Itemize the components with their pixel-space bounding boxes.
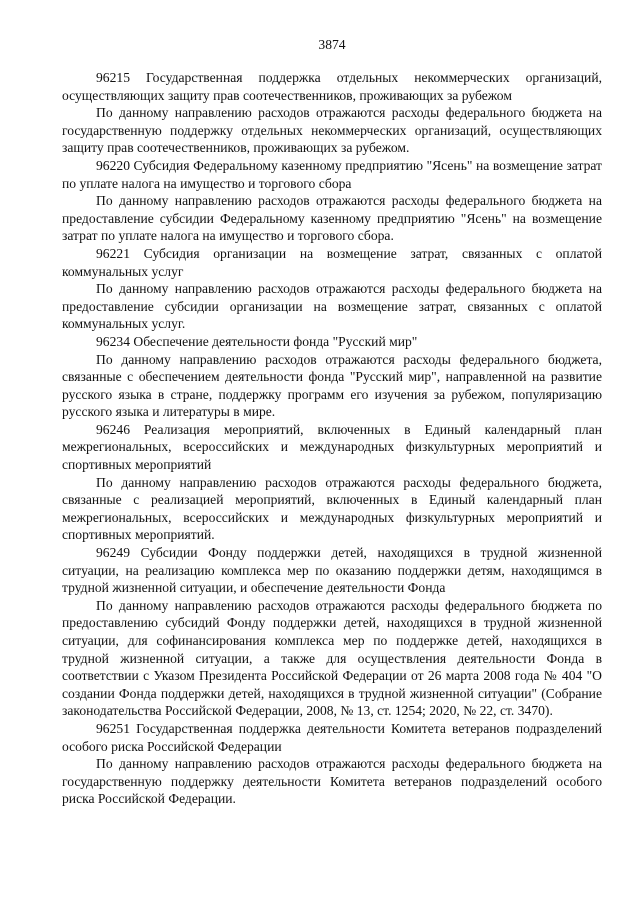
section-heading-96251: 96251 Государственная поддержка деятельности Комитета ветеранов подразделений особого риска Российской Федерации xyxy=(62,720,602,754)
section-heading-96249: 96249 Субсидии Фонду поддержки детей, находящихся в трудной жизненной ситуации, на реализацию комплекса мер по оказанию поддержки детям, находящимся в трудной жизненной ситуации, и обеспечение деятельности Фонда xyxy=(62,545,602,596)
document-body xyxy=(62,69,602,808)
section-text-96234: По данному направлению расходов отражаются расходы федерального бюджета, связанные с обеспечением деятельности фонда "Русский мир", направленной на развитие русского языка в стране, поддержку программ его изучения за рубежом, популяризацию русского языка и литературы в мире. xyxy=(62,351,602,420)
section-text-96215: По данному направлению расходов отражаются расходы федерального бюджета на государственную поддержку отдельных некоммерческих организаций, осуществляющих защиту прав соотечественников, проживающих за рубежом. xyxy=(62,105,602,156)
section-text-96221: По данному направлению расходов отражаются расходы федерального бюджета на предоставление субсидии организации на возмещение затрат, связанных с оплатой коммунальных услуг. xyxy=(62,281,602,332)
section-heading-96221: 96221 Субсидия организации на возмещение затрат, связанных с оплатой коммунальных услуг xyxy=(62,245,602,279)
section-heading-96215: 96215 Государственная поддержка отдельных некоммерческих организаций, осуществляющих защиту прав соотечественников, проживающих за рубежом xyxy=(62,70,602,103)
page-number: 3874 xyxy=(318,37,346,52)
section-heading-96220: 96220 Субсидия Федеральному казенному предприятию "Ясень" на возмещение затрат по уплате налога на имущество и торгового сбора xyxy=(62,157,602,191)
section-text-96246: По данному направлению расходов отражаются расходы федерального бюджета, связанные с реализацией мероприятий, включенных в Единый календарный план межрегиональных, всероссийских и международных физкультурных мероприятий и спортивных мероприятий. xyxy=(62,474,602,543)
section-text-96249: По данному направлению расходов отражаются расходы федерального бюджета по предоставлению субсидий Фонду поддержки детей, находящихся в трудной жизненной ситуации, для софинансирования комплекса мер по поддержке детей, находящихся в трудной жизненной ситуации, а также для осуществления деятельности Фонда в соответствии с Указом Президента Российской Федерации от 26 марта 2008 года № 404 "О создании Фонда поддержки детей, находящихся в трудной жизненной ситуации" (Собрание законодательства Российской Федерации, 2008, № 13, ст. 1254; 2020, № 22, ст. 3470). xyxy=(62,597,602,719)
section-heading-96234: 96234 Обеспечение деятельности фонда "Русский мир" xyxy=(96,333,418,349)
section-text-96220: По данному направлению расходов отражаются расходы федерального бюджета на предоставление субсидии Федеральному казенному предприятию "Ясень" на возмещение затрат по уплате налога на имущество и торгового сбора. xyxy=(62,193,602,244)
section-heading-96246: 96246 Реализация мероприятий, включенных в Единый календарный план межрегиональных, всероссийских и международных физкультурных мероприятий и спортивных мероприятий xyxy=(62,421,602,473)
section-text-96251: По данному направлению расходов отражаются расходы федерального бюджета на государственную поддержку деятельности Комитета ветеранов подразделений особого риска Российской Федерации. xyxy=(62,756,602,807)
